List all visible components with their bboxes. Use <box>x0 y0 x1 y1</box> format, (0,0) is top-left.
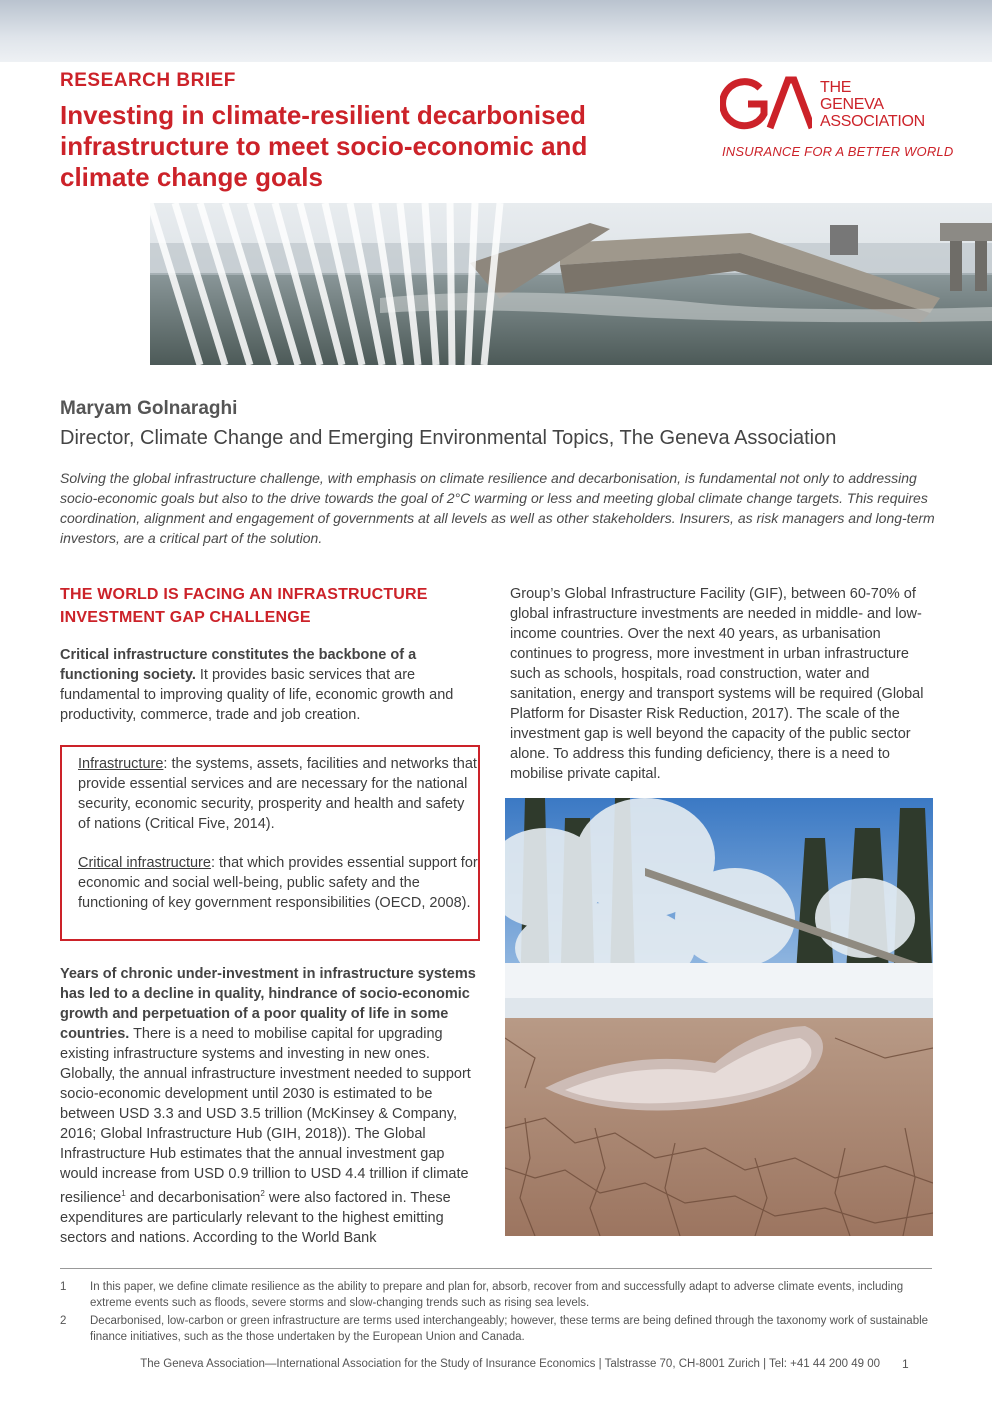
footnote-ref-1[interactable]: 1 <box>121 1189 126 1198</box>
logo-tagline: INSURANCE FOR A BETTER WORLD <box>722 144 954 159</box>
logo-line-1: THE <box>820 79 852 96</box>
definition-infrastructure <box>78 754 478 834</box>
footnote-text: In this paper, we define climate resilience as the ability to prepare and plan for, absorb, recover from and successfully adapt to adverse climate events, including extreme events such as floods, severe storms and slow-changing trends such as rising sea levels. <box>90 1281 904 1309</box>
footnote-1 <box>60 1279 940 1311</box>
paragraph-body: and decarbonisation <box>125 1189 261 1206</box>
footnote-divider <box>60 1268 932 1269</box>
page-number: 1 <box>902 1357 909 1371</box>
definition-term: Infrastructure <box>78 756 164 772</box>
footnote-text: Decarbonised, low-carbon or green infrastructure are terms used interchangeably; however, these terms are being defined through the taxonomy work of sustainable finance initiatives, such as the those undertaken by the European Union and Canada. <box>90 1315 929 1343</box>
abstract: Solving the global infrastructure challenge, with emphasis on climate resilience and decarbonisation, is fundamental not only to addressing socio-economic goals but also to the drive towards the goal of 2°C warming or less and meeting global climate change targets. This requires coordination, alignment and engagement of governments at all levels as well as other stakeholders. Insurers, as risk managers and long-term investors, are a critical part of the solution. <box>60 470 935 546</box>
author-name: Maryam Golnaraghi <box>60 398 238 419</box>
logo-wordmark <box>820 79 925 130</box>
paragraph-body: It provides basic services that are fundamental to improving quality of life, economic growth and productivity, commerce, trade and job creation. <box>60 667 454 723</box>
paragraph-investment-gap: Group’s Global Infrastructure Facility (GIF), between 60-70% of global infrastructure investments are needed in middle- and low-income countries. Over the next 40 years, as urbanisation continues to progress, more investment in urban infrastructure such as schools, hospitals, road construction, water and sanitation, energy and transport systems will be required (Global Platform for Disaster Risk Reduction, 2017). The scale of the investment gap is well beyond the capacity of the public sector alone. To address this funding deficiency, there is a need to mobilise private capital. <box>510 586 924 782</box>
document-title: Investing in climate-resilient decarbonised infrastructure to meet socio-economic and climate change goals <box>60 100 588 192</box>
author-role: Director, Climate Change and Emerging Environmental Topics, The Geneva Association <box>60 427 837 449</box>
definition-critical-infrastructure <box>78 853 478 913</box>
logo-line-3: ASSOCIATION <box>820 113 925 130</box>
header-band <box>0 0 992 62</box>
section-heading: THE WORLD IS FACING AN INFRASTRUCTURE INVESTMENT GAP CHALLENGE <box>60 586 428 626</box>
logo-line-2: GENEVA <box>820 96 884 113</box>
footnote-ref-2[interactable]: 2 <box>260 1189 265 1198</box>
footnote-2 <box>60 1313 940 1345</box>
page-footer: The Geneva Association—International Association for the Study of Insurance Economics | Talstrasse 70, CH-8001 Zurich | Tel: +41 44 200 49 00 <box>140 1358 880 1370</box>
paragraph-lead: Critical infrastructure constitutes the backbone of a functioning society. <box>60 647 417 683</box>
paragraph-critical-infrastructure <box>60 645 485 725</box>
paragraph-under-investment <box>60 964 485 1248</box>
footnote-number: 2 <box>60 1315 67 1327</box>
paragraph-body: were also factored in. These expenditures are particularly relevant to the highest emitting sectors and nations. According to the World Bank <box>60 1189 451 1246</box>
paragraph-body: There is a need to mobilise capital for upgrading existing infrastructure systems and investing in new ones. Globally, the annual infrastructure investment needed to support socio-economic development until 2030 is estimated to be between USD 3.3 and USD 3.5 trillion (McKinsey & Company, 2016; Global Infrastructure Hub (GIH, 2018)). The Global Infrastructure Hub estimates that the annual investment gap would increase from USD 0.9 trillion to USD 4.4 trillion if climate resilience <box>60 1026 471 1206</box>
climate-extremes-photo-collage <box>505 798 933 1236</box>
geneva-association-logo-icon <box>720 76 812 132</box>
definition-text: : that which provides essential support for economic and social well-being, public safety and the functioning of key government responsibilities (OECD, 2008). <box>78 855 478 911</box>
collapsed-bridge-banner-image <box>0 203 992 365</box>
definition-term: Critical infrastructure <box>78 855 211 871</box>
footnote-number: 1 <box>60 1281 67 1293</box>
document-type-label: RESEARCH BRIEF <box>60 70 236 91</box>
paragraph-lead: Years of chronic under-investment in infrastructure systems has led to a decline in quality, hindrance of socio-economic growth and perpetuation of a poor quality of life in some countries. <box>60 966 476 1042</box>
definition-text: : the systems, assets, facilities and networks that provide essential services and are necessary for the national security, economic security, prosperity and health and safety of nations (Critical Five, 2014). <box>78 756 477 832</box>
